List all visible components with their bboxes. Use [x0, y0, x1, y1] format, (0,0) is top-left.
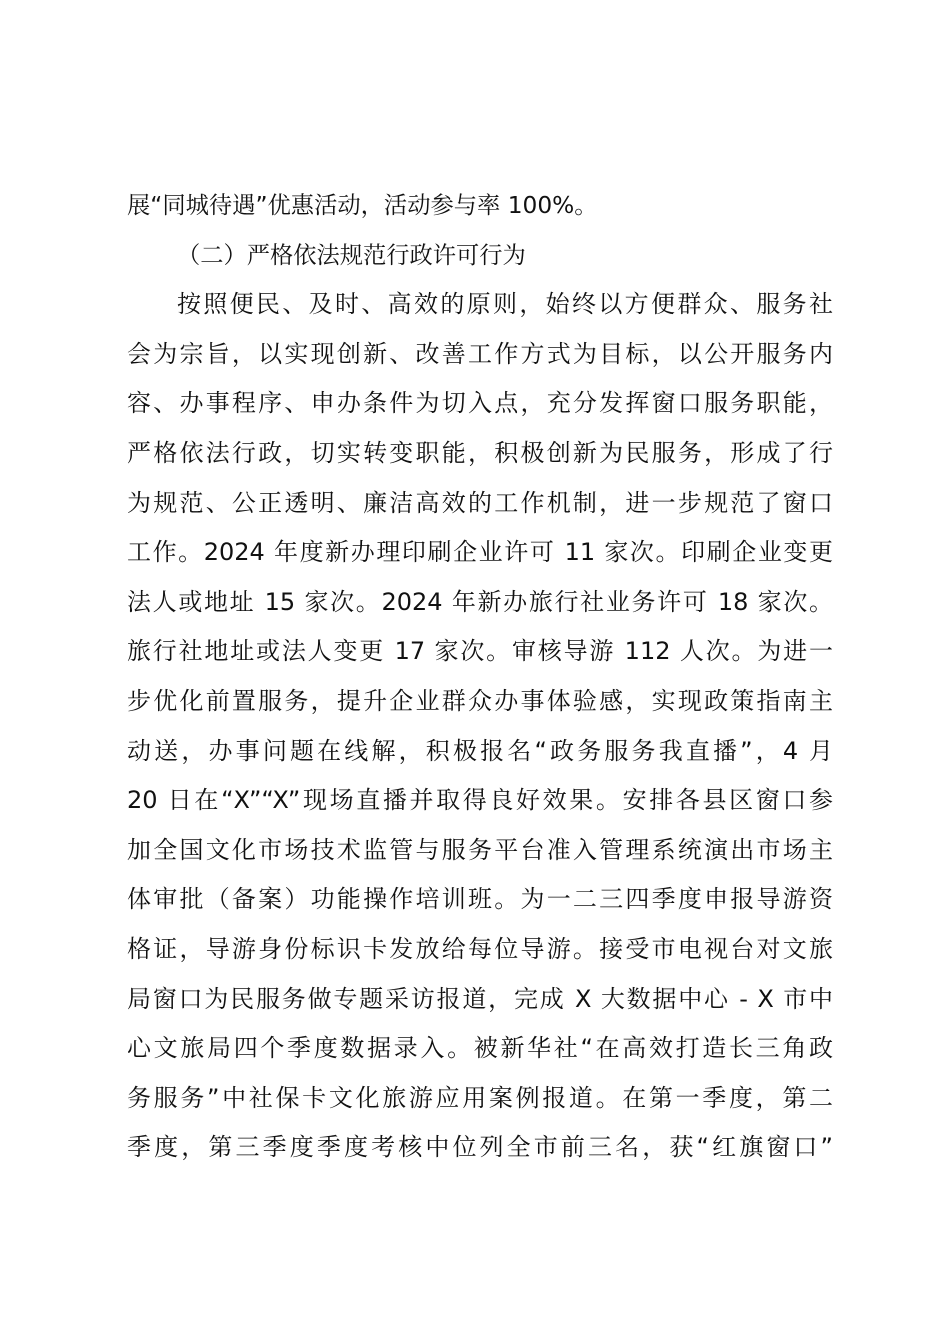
paragraph-line: 动送，办事问题在线解，积极报名“政务服务我直播”，4 月	[127, 736, 833, 765]
paragraph-line: 旅行社地址或法人变更 17 家次。审核导游 112 人次。为进一	[127, 637, 833, 666]
paragraph-line: 心文旅局四个季度数据录入。被新华社“在高效打造长三角政	[127, 1034, 833, 1063]
paragraph-line: 季度，第三季度季度考核中位列全市前三名，获“红旗窗口”	[127, 1133, 833, 1162]
paragraph-line: 会为宗旨，以实现创新、改善工作方式为目标，以公开服务内	[127, 339, 833, 368]
paragraph-line: 加全国文化市场技术监管与服务平台准入管理系统演出市场主	[127, 835, 833, 864]
paragraph-line: 务服务”中社保卡文化旅游应用案例报道。在第一季度，第二	[127, 1083, 833, 1112]
paragraph-line: 步优化前置服务，提升企业群众办事体验感，实现政策指南主	[127, 686, 833, 715]
paragraph-line: 严格依法行政，切实转变职能，积极创新为民服务，形成了行	[127, 438, 833, 467]
paragraph-line: 局窗口为民服务做专题采访报道，完成 X 大数据中心 - X 市中	[127, 984, 833, 1013]
paragraph-line: 按照便民、及时、高效的原则，始终以方便群众、服务社	[177, 290, 833, 319]
paragraph-line: 20 日在“X”“X”现场直播并取得良好效果。安排各县区窗口参	[127, 786, 833, 815]
paragraph-line: 工作。2024 年度新办理印刷企业许可 11 家次。印刷企业变更	[127, 538, 833, 567]
paragraph-line: 法人或地址 15 家次。2024 年新办旅行社业务许可 18 家次。	[127, 587, 833, 616]
section-heading: （二）严格依法规范行政许可行为	[177, 241, 526, 269]
document-body	[127, 181, 847, 1173]
paragraph-line: 体审批（备案）功能操作培训班。为一二三四季度申报导游资	[127, 885, 833, 914]
paragraph-line: 格证，导游身份标识卡发放给每位导游。接受市电视台对文旅	[127, 934, 833, 963]
paragraph-line: 为规范、公正透明、廉洁高效的工作机制，进一步规范了窗口	[127, 488, 833, 517]
paragraph-line: 容、办事程序、申办条件为切入点，充分发挥窗口服务职能，	[127, 389, 833, 418]
paragraph-line: 展“同城待遇”优惠活动，活动参与率 100%。	[127, 192, 598, 219]
